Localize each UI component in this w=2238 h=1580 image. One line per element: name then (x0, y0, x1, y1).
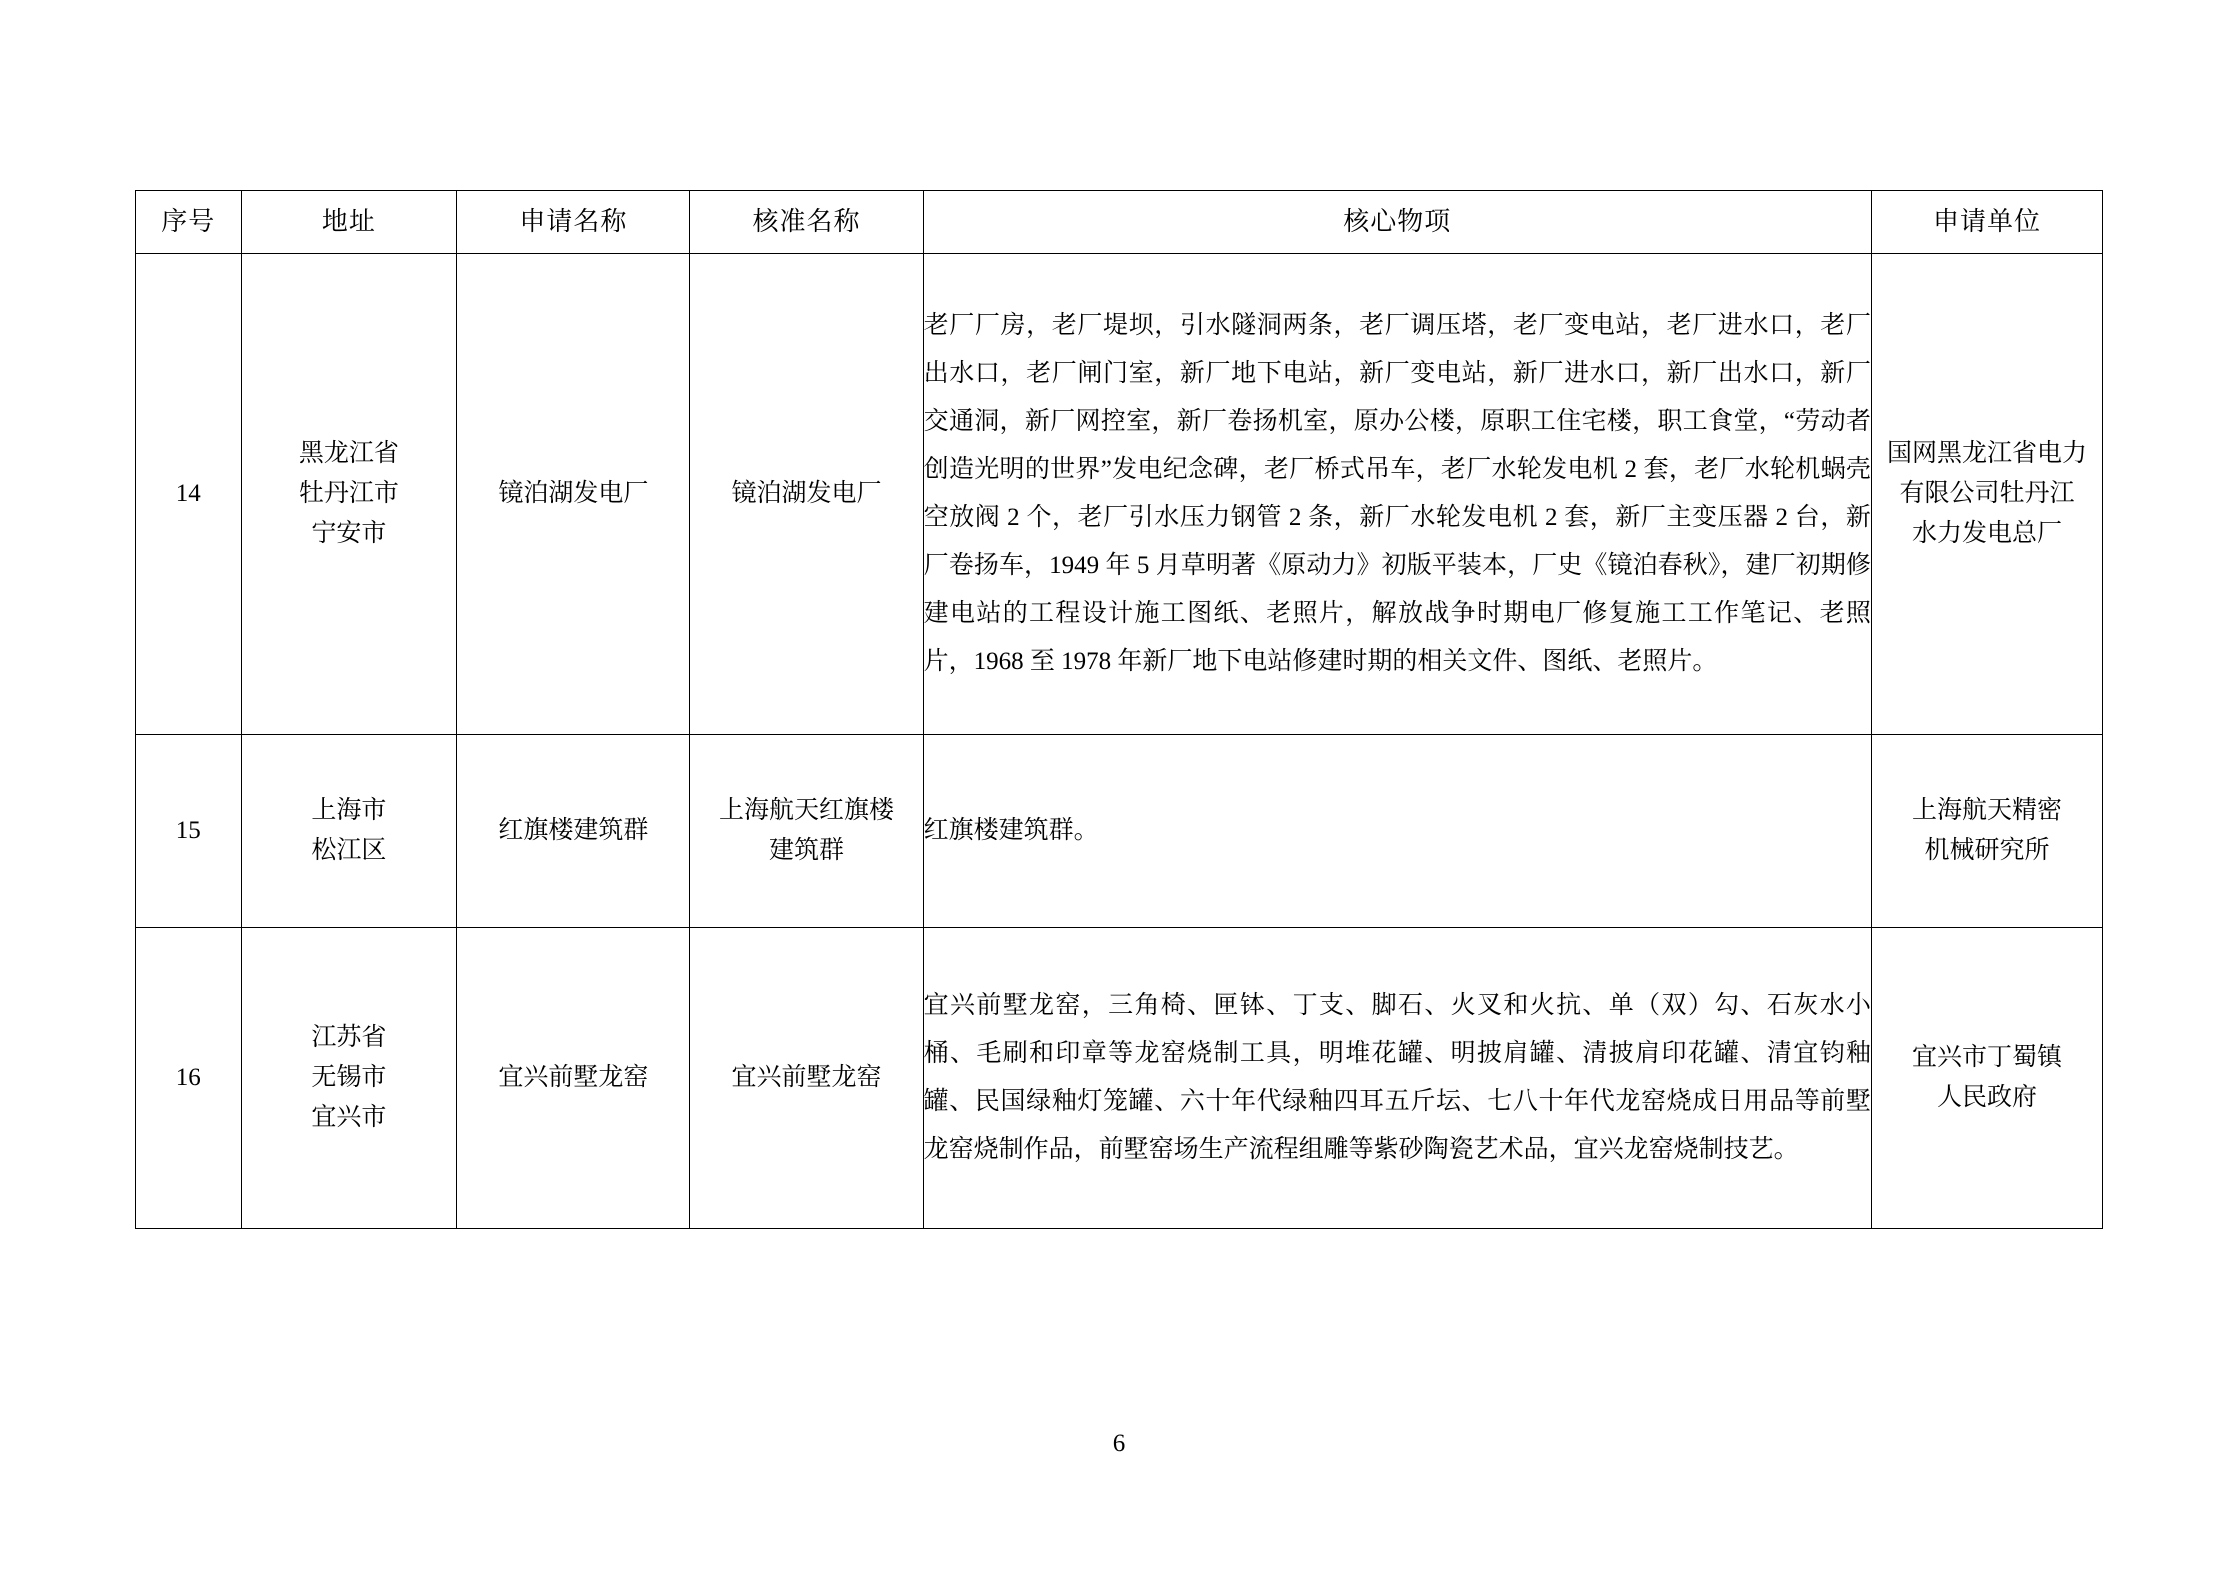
cell-seq: 16 (136, 928, 242, 1229)
cell-seq: 15 (136, 735, 242, 928)
column-header-address: 地址 (241, 191, 457, 254)
table-header-row (136, 191, 2103, 254)
apply-unit-line: 宜兴市丁蜀镇 (1911, 1044, 2062, 1071)
cell-apply-name (457, 928, 690, 1229)
apply-name-line: 镜泊湖发电厂 (498, 480, 649, 507)
column-header-apply-name: 申请名称 (457, 191, 690, 254)
cell-apply-name (457, 254, 690, 735)
column-header-apply-unit: 申请单位 (1871, 191, 2102, 254)
approved-name-line: 宜兴前墅龙窑 (731, 1064, 882, 1091)
column-header-approved-name: 核准名称 (690, 191, 923, 254)
cell-approved-name (690, 254, 923, 735)
table-row (136, 735, 2103, 928)
apply-unit-line: 有限公司牡丹江 (1899, 480, 2075, 507)
approved-name-line: 建筑群 (769, 837, 845, 864)
items-table (135, 190, 2103, 1229)
address-line: 宁安市 (311, 520, 387, 547)
apply-unit-line: 上海航天精密 (1911, 797, 2062, 824)
apply-name-line: 红旗楼建筑群 (498, 817, 649, 844)
address-line: 牡丹江市 (298, 480, 399, 507)
cell-core-items: 红旗楼建筑群。 (923, 735, 1871, 928)
cell-apply-unit (1871, 254, 2102, 735)
approved-name-line: 上海航天红旗楼 (719, 797, 895, 824)
address-line: 黑龙江省 (298, 440, 399, 467)
address-line: 江苏省 (311, 1024, 387, 1051)
column-header-seq: 序号 (136, 191, 242, 254)
address-line: 松江区 (311, 837, 387, 864)
column-header-core-items: 核心物项 (923, 191, 1871, 254)
cell-core-items: 老厂厂房，老厂堤坝，引水隧洞两条，老厂调压塔，老厂变电站，老厂进水口，老厂出水口，老厂闸门室，新厂地下电站，新厂变电站，新厂进水口，新厂出水口，新厂交通洞，新厂网控室，新厂卷扬机室，原办公楼，原职工住宅楼，职工食堂，“劳动者创造光明的世界”发电纪念碑，老厂桥式吊车，老厂水轮发电机 2 套，老厂水轮机蜗壳空放阀 2 个，老厂引水压力钢管 2 条，新厂水轮发电机 2 套，新厂主变压器 2 台，新厂卷扬车，1949 年 5 月草明著《原动力》初版平装本，厂史《镜泊春秋》，建厂初期修建电站的工程设计施工图纸、老照片，解放战争时期电厂修复施工工作笔记、老照片，1968 至 1978 年新厂地下电站修建时期的相关文件、图纸、老照片。 (923, 254, 1871, 735)
cell-apply-unit (1871, 735, 2102, 928)
cell-approved-name (690, 928, 923, 1229)
apply-unit-line: 水力发电总厂 (1911, 520, 2062, 547)
apply-unit-line: 人民政府 (1936, 1084, 2037, 1111)
apply-unit-line: 国网黑龙江省电力 (1886, 440, 2087, 467)
apply-name-line: 宜兴前墅龙窑 (498, 1064, 649, 1091)
table-row (136, 254, 2103, 735)
address-line: 上海市 (311, 797, 387, 824)
table-row (136, 928, 2103, 1229)
page-number: 6 (1112, 1430, 1126, 1457)
cell-apply-unit (1871, 928, 2102, 1229)
cell-address (241, 928, 457, 1229)
cell-address (241, 254, 457, 735)
cell-approved-name (690, 735, 923, 928)
apply-unit-line: 机械研究所 (1924, 837, 2050, 864)
cell-core-items: 宜兴前墅龙窑，三角椅、匣钵、丁支、脚石、火叉和火抗、单（双）勾、石灰水小桶、毛刷和印章等龙窑烧制工具，明堆花罐、明披肩罐、清披肩印花罐、清宜钧釉罐、民国绿釉灯笼罐、六十年代绿釉四耳五斤坛、七八十年代龙窑烧成日用品等前墅龙窑烧制作品，前墅窑场生产流程组雕等紫砂陶瓷艺术品，宜兴龙窑烧制技艺。 (923, 928, 1871, 1229)
address-line: 无锡市 (311, 1064, 387, 1091)
cell-apply-name (457, 735, 690, 928)
approved-name-line: 镜泊湖发电厂 (731, 480, 882, 507)
cell-address (241, 735, 457, 928)
address-line: 宜兴市 (311, 1104, 387, 1131)
cell-seq: 14 (136, 254, 242, 735)
